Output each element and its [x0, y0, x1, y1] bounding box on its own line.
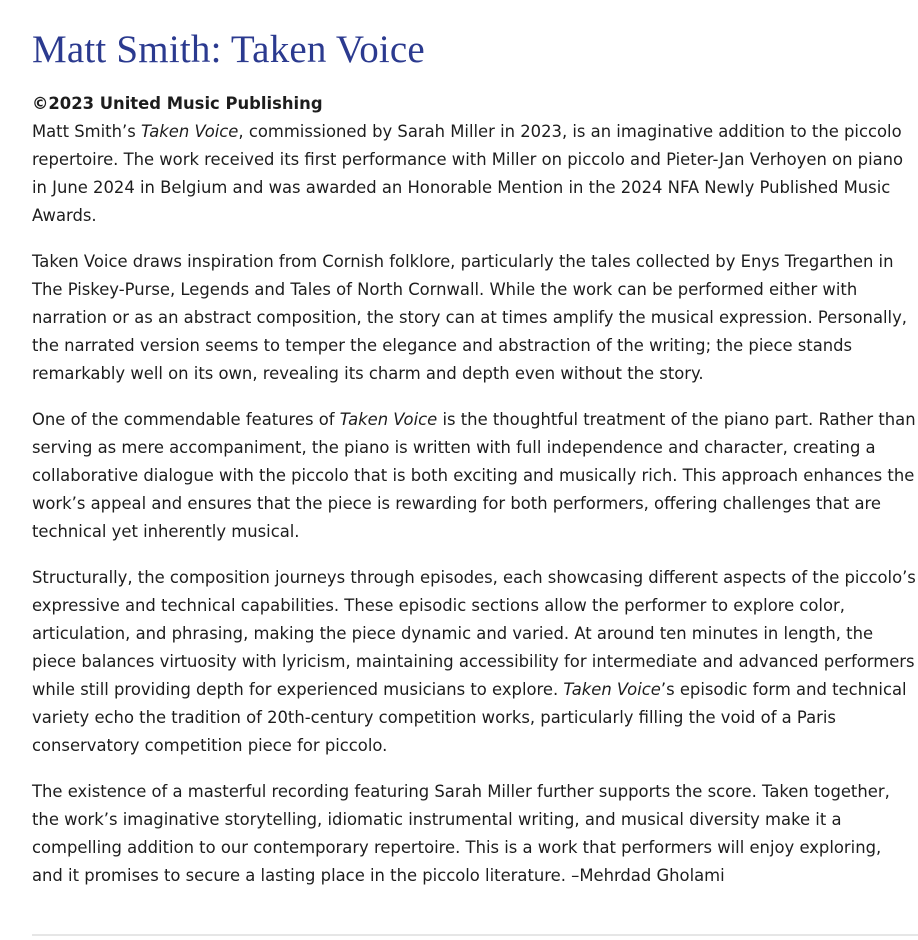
paragraph-2: Taken Voice draws inspiration from Cornish folklore, particularly the tales collected by Enys Tregarthen in The Piskey-Purse, Legends and Tales of North Cornwall. While the work can be performed either with narration or as an abstract composition, the story can at times amplify the musical expression. Personally, the narrated version seems to temper the elegance and abstraction of the writing; the piece stands remarkably well on its own, revealing its charm and depth even without the story. — [32, 252, 908, 383]
p3-text-b: is the thoughtful treatment of the piano part. Rather than serving as mere accompaniment, the piano is written with full independence and character, creating a collaborative dialogue with the piccolo that is both exciting and musically rich. This approach enhances the work’s appeal and ensures that the piece is rewarding for both performers, offering challenges that are technical yet inherently musical. — [32, 410, 916, 541]
paragraph-5: The existence of a masterful recording featuring Sarah Miller further supports the score. Taken together, the work’s imaginative storytelling, idiomatic instrumental writing, and musical diversity make it a compelling addition to our contemporary repertoire. This is a work that performers will enjoy exploring, and it promises to secure a lasting place in the piccolo literature. –Mehrdad Gholami — [32, 782, 890, 885]
p3-work-title: Taken Voice — [339, 410, 438, 429]
paragraph-1 — [32, 90, 916, 230]
p1-work-title: Taken Voice — [140, 122, 239, 141]
p3-text-a: One of the commendable features of — [32, 410, 340, 429]
p4-text-a: Structurally, the composition journeys through episodes, each showcasing different aspects of the piccolo’s expressive and technical capabilities. These episodic sections allow the performer to explore color, articulation, and phrasing, making the piece dynamic and varied. At around ten minutes in length, the piece balances virtuosity with lyricism, maintaining accessibility for intermediate and advanced performers while still providing depth for experienced musicians to explore. — [32, 568, 916, 699]
p4-work-title: Taken Voice — [563, 680, 661, 699]
p4-text-b: ’s episodic form and technical variety echo the tradition of 20th-century competition works, particularly filling the void of a Paris conservatory competition piece for piccolo. — [32, 680, 907, 755]
p1-text-b: , commissioned by Sarah Miller in 2023, is an imaginative addition to the piccolo repertoire. The work received its first performance with Miller on piccolo and Pieter-Jan Verhoyen on piano in June 2024 in Belgium and was awarded an Honorable Mention in the 2024 NFA Newly Published Music Awards. — [32, 122, 904, 225]
p1-text-a: Matt Smith’s — [32, 122, 141, 141]
bottom-divider — [32, 934, 918, 936]
copyright-line: ©2023 United Music Publishing — [32, 94, 323, 113]
paragraph-3 — [32, 406, 916, 546]
paragraph-4 — [32, 564, 916, 760]
review-body — [32, 90, 916, 890]
page-title: Matt Smith: Taken Voice — [32, 28, 425, 71]
